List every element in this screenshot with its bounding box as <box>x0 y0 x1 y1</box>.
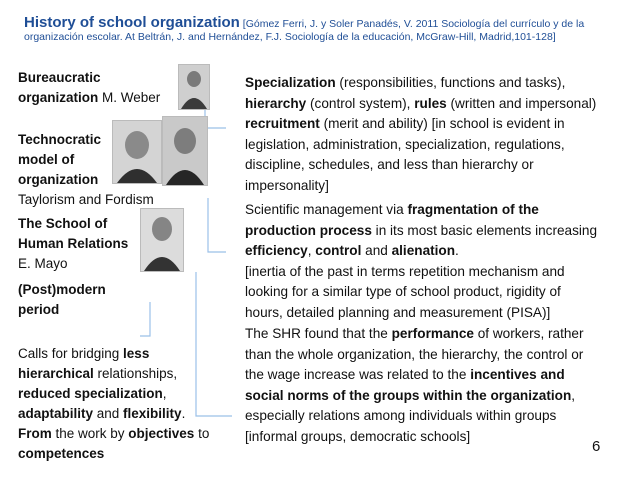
p3-line: [informal groups, democratic schools] <box>245 428 471 444</box>
ford-photo <box>162 116 208 186</box>
calls-bold: competences <box>18 446 105 461</box>
p3-text: of workers, rather <box>473 326 584 341</box>
human-relations-label <box>18 214 128 274</box>
p1-bold: hierarchy <box>245 95 307 111</box>
technocratic-line1: Technocratic <box>18 132 102 147</box>
p1-text: (merit and ability) [in school is evident in <box>319 116 565 131</box>
p3-bold: performance <box>391 326 474 341</box>
p2-text: , <box>307 243 316 258</box>
specialization-paragraph <box>245 73 630 196</box>
mayo-author: E. Mayo <box>18 256 68 271</box>
calls-text: relationships, <box>93 366 178 381</box>
hr-line1: The School of <box>18 216 108 231</box>
calls-text: and <box>93 406 124 421</box>
p1-line: legislation, administration, specialization, regulations, <box>245 136 565 152</box>
postmodern-line2: period <box>18 302 60 317</box>
slide-number: 6 <box>592 438 601 455</box>
p3-line: than the whole organization, the hierarchy, the control or <box>245 346 584 362</box>
calls-bold: flexibility <box>123 406 182 421</box>
postmodern-line1: (Post)modern <box>18 282 106 297</box>
hr-line2: Human Relations <box>18 236 129 251</box>
calls-text: Calls for bridging <box>18 346 124 361</box>
shr-paragraph <box>245 324 630 447</box>
p1-text: (control system), <box>306 95 415 111</box>
technocratic-line3: organization <box>18 172 99 187</box>
p3-text: , <box>571 387 576 403</box>
p1-line: discipline, schedules, and less than hierarchy or <box>245 157 534 172</box>
p2-text: . <box>455 243 459 258</box>
calls-bold: From <box>18 426 52 441</box>
calls-paragraph <box>18 344 209 464</box>
p2-text: Scientific management via <box>245 202 408 217</box>
calls-bold: hierarchical <box>18 366 94 381</box>
calls-text: the work by <box>51 426 129 441</box>
p2-bold: alienation <box>391 243 456 258</box>
p2-bold: efficiency <box>245 243 308 258</box>
p1-bold: Specialization <box>245 75 336 90</box>
p3-text: the wage increase was related to the <box>245 367 471 382</box>
postmodern-label <box>18 280 106 320</box>
p2-line: hours, detailed planning and measurement (PISA)] <box>245 304 551 320</box>
weber-photo <box>178 64 210 110</box>
calls-bold: adaptability <box>18 406 94 421</box>
p3-bold: social norms of the groups within the organization <box>245 387 572 403</box>
p1-text: (responsibilities, functions and tasks), <box>335 75 566 90</box>
calls-text: to <box>194 426 210 441</box>
citation: [Gómez Ferri, J. y Soler Panadés, V. 2011 Sociología del currículo y de la organización escolar. At Beltrán, J. and Hernández, F.J. Sociología de la educación, McGraw-Hill, Madrid,101-128] <box>24 18 585 43</box>
weber-author: M. Weber <box>98 90 161 105</box>
bureaucratic-title: Bureaucratic <box>18 70 101 85</box>
p3-text: The SHR found that the <box>245 326 392 341</box>
p2-bold: production process <box>245 222 372 238</box>
connector-postmodern <box>140 302 150 336</box>
p2-text: in its most basic elements increasing <box>371 222 598 238</box>
taylor-photo <box>112 120 162 184</box>
slide-title: History of school organization <box>24 14 240 31</box>
connector-taylor <box>208 198 226 252</box>
p1-bold: recruitment <box>245 116 320 131</box>
p2-bold: control <box>315 243 362 258</box>
scientific-management-paragraph <box>245 200 630 323</box>
p3-line: especially relations among individuals within groups <box>245 408 557 423</box>
bureaucratic-label <box>18 68 160 108</box>
p3-bold: incentives and <box>470 367 565 382</box>
calls-text: . <box>181 406 186 421</box>
taylorism-fordism: Taylorism and Fordism <box>18 192 154 207</box>
calls-bold: less <box>123 346 150 361</box>
calls-text: , <box>162 386 167 401</box>
technocratic-line2: model of <box>18 152 75 167</box>
bureaucratic-title-2: organization <box>18 90 99 105</box>
calls-bold: objectives <box>128 426 195 441</box>
p1-bold: rules <box>414 95 447 111</box>
p2-line: looking for a similar type of school product, rigidity of <box>245 284 561 299</box>
p1-line: impersonality] <box>245 177 329 193</box>
calls-bold: reduced specialization <box>18 386 163 401</box>
p1-text: (written and impersonal) <box>446 95 597 111</box>
p2-bold: fragmentation of the <box>407 202 539 217</box>
p2-text: and <box>361 243 392 258</box>
p2-line: [inertia of the past in terms repetition mechanism and <box>245 263 565 279</box>
mayo-photo <box>140 208 184 272</box>
